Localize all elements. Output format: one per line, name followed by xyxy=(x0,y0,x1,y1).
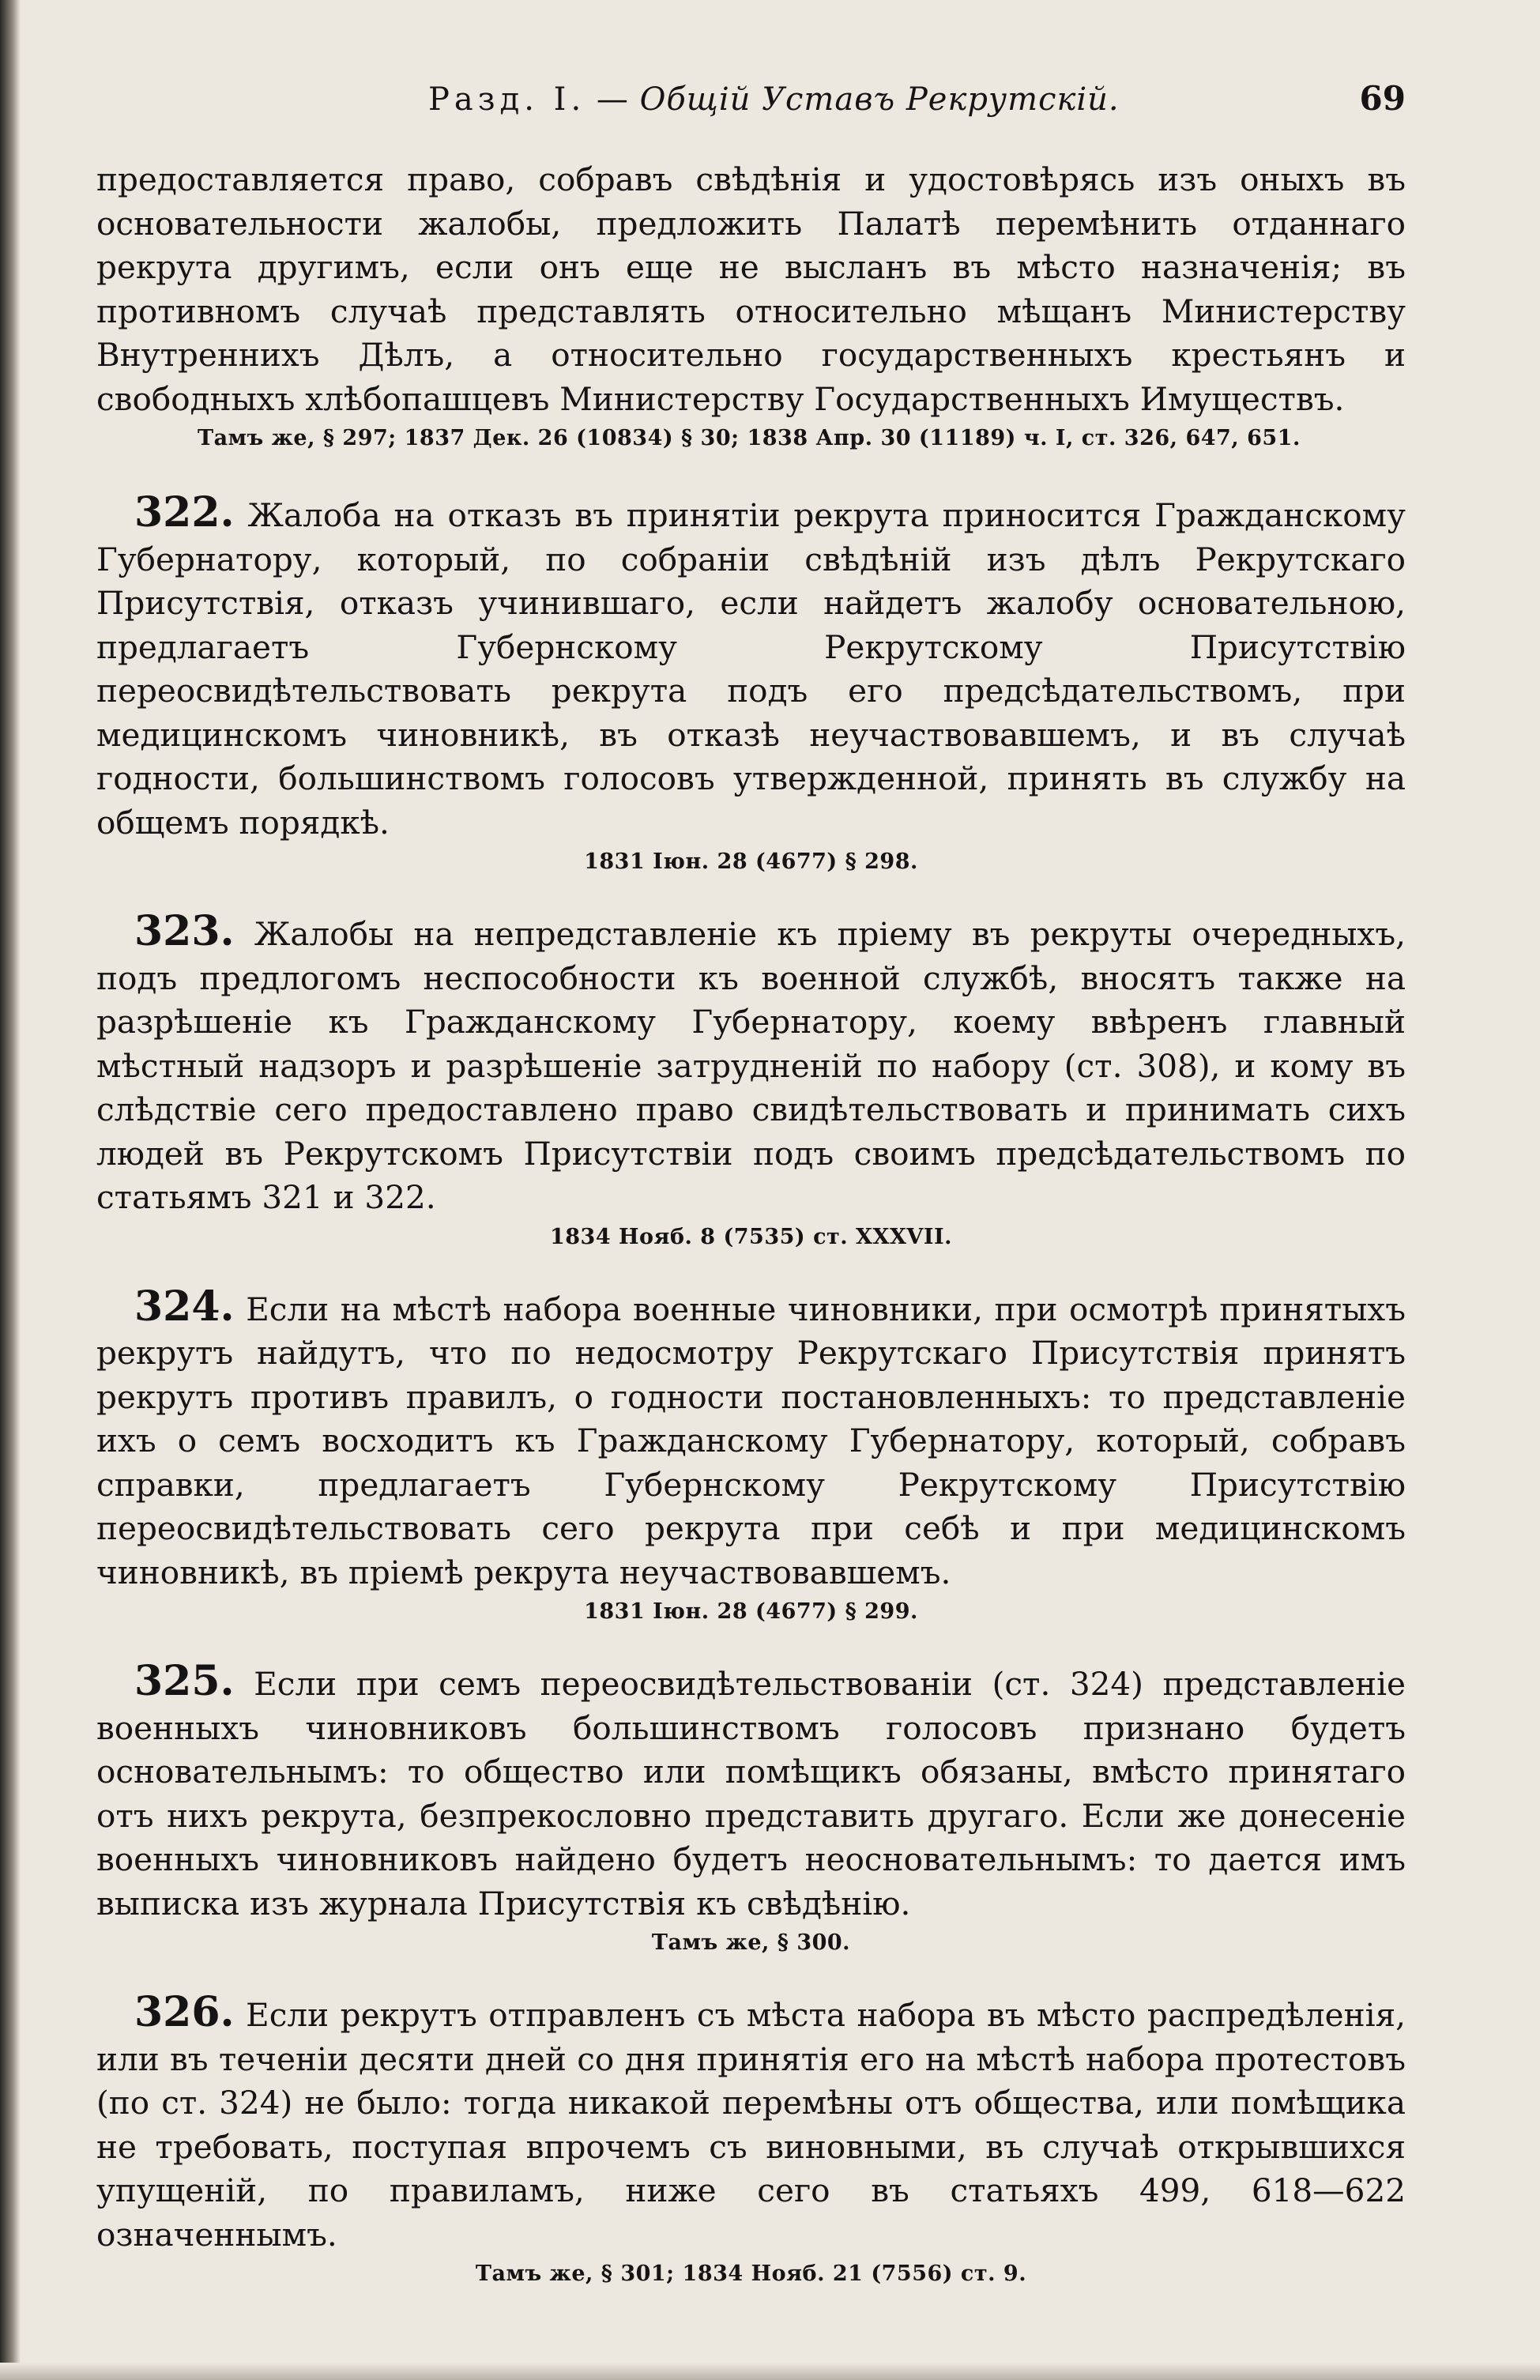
article-text xyxy=(96,1282,1406,1595)
article-number: 326. xyxy=(134,1988,235,2036)
article-text xyxy=(96,1990,1406,2257)
article-citation: 1834 Нояб. 8 (7535) ст. XXXVII. xyxy=(549,1224,953,1249)
article-text xyxy=(96,1659,1406,1926)
article-citation: 1831 Іюн. 28 (4677) § 299. xyxy=(584,1599,918,1624)
article-body: Если на мѣстѣ набора военные чиновники, при осмотрѣ принятыхъ рекрутъ найдутъ, что по недосмотру Рекрутскаго Присутствія принятъ рекрутъ противъ правилъ, о годности постановленныхъ: то представленіе ихъ о семъ восходитъ къ Гражданскому Губернатору, который, собравъ справки, предлагаетъ Губернскому Рекрутскому Присутствію переосвидѣтельствовать сего рекрута при себѣ и при медицинскомъ чиновникѣ, въ пріемѣ рекрута неучаствовавшемъ. xyxy=(96,1290,1406,1591)
article-number: 325. xyxy=(134,1657,235,1705)
continuation-citation: Тамъ же, § 297; 1837 Дек. 26 (10834) § 30; 1838 Апр. 30 (11189) ч. I, ст. 326, 647, 651. xyxy=(198,426,1301,450)
article-number: 322. xyxy=(134,488,235,537)
page-number: 69 xyxy=(1359,79,1406,118)
article-citation: Тамъ же, § 300. xyxy=(651,1930,851,1955)
article-324 xyxy=(96,1282,1406,1627)
continuation-paragraph: предоставляется право, собравъ свѣдѣнія и удостовѣрясь изъ оныхъ въ основательности жалобы, предложить Палатѣ перемѣнить отданнаго рекрута другимъ, если онъ еще не высланъ въ мѣсто назначенія; въ противномъ случаѣ представлять относительно мѣщанъ Министерству Внутреннихъ Дѣлъ, а относительно государственныхъ крестьянъ и свободныхъ хлѣбопашцевъ Министерству Государственныхъ Имуществъ. xyxy=(96,160,1406,418)
statute-title: Общій Уставъ Рекрутскій. xyxy=(639,81,1120,118)
running-title xyxy=(428,81,1120,118)
section-label: Разд. I. xyxy=(428,81,586,118)
article-body: Жалобы на непредставленіе къ пріему въ рекруты очередныхъ, подъ предлогомъ неспособности къ военной службѣ, вносятъ также на разрѣшеніе къ Гражданскому Губернатору, коему ввѣренъ главный мѣстный надзоръ и разрѣшеніе затрудненій по набору (ст. 308), и кому въ слѣдствіе сего предоставлено право свидѣтельствовать и принимать сихъ людей въ Рекрутскомъ Присутствіи подъ своимъ предсѣдательствомъ по статьямъ 321 и 322. xyxy=(96,915,1406,1216)
article-text xyxy=(96,909,1406,1220)
article-322 xyxy=(96,488,1406,876)
article-323 xyxy=(96,909,1406,1252)
article-325 xyxy=(96,1659,1406,1957)
article-body: Жалоба на отказъ въ принятіи рекрута приносится Гражданскому Губернатору, который, по собраніи свѣдѣній изъ дѣлъ Рекрутскаго Присутствія, отказъ учинившаго, если найдетъ жалобу основательною, предлагаетъ Губернскому Рекрутскому Присутствію переосвидѣтельствовать рекрута подъ его предсѣдательствомъ, при медицинскомъ чиновникѣ, въ отказѣ неучаствовавшемъ, и въ случаѣ годности, большинствомъ голосовъ утвержденной, принять въ службу на общемъ порядкѣ. xyxy=(96,496,1406,842)
header-dash: — xyxy=(586,81,640,118)
page-binding-shadow xyxy=(0,0,21,2380)
article-citation: Тамъ же, § 301; 1834 Нояб. 21 (7556) ст. 9. xyxy=(475,2261,1027,2286)
article-text xyxy=(96,488,1406,845)
article-number: 323. xyxy=(134,907,235,955)
article-citation: 1831 Іюн. 28 (4677) § 298. xyxy=(584,849,918,874)
article-number: 324. xyxy=(134,1282,235,1331)
page-bottom-edge xyxy=(0,2363,1540,2380)
article-body: Если при семъ переосвидѣтельствованіи (ст. 324) представленіе военныхъ чиновниковъ большинствомъ голосовъ признано будетъ основательнымъ: то общество или помѣщикъ обязаны, вмѣсто принятаго отъ нихъ рекрута, безпрекословно представить другаго. Если же донесеніе военныхъ чиновниковъ найдено будетъ неосновательнымъ: то дается имъ выписка изъ журнала Присутствія къ свѣдѣнію. xyxy=(96,1665,1406,1922)
article-326 xyxy=(96,1990,1406,2288)
article-body: Если рекрутъ отправленъ съ мѣста набора въ мѣсто распредѣленія, или въ теченіи десяти дней со дня принятія его на мѣстѣ набора протестовъ (по ст. 324) не было: тогда никакой перемѣны отъ общества, или помѣщика не требовать, поступая впрочемъ съ виновными, въ случаѣ открывшихся упущеній, по правиламъ, ниже сего въ статьяхъ 499, 618—622 означеннымъ. xyxy=(96,1996,1406,2254)
running-header xyxy=(96,79,1406,134)
